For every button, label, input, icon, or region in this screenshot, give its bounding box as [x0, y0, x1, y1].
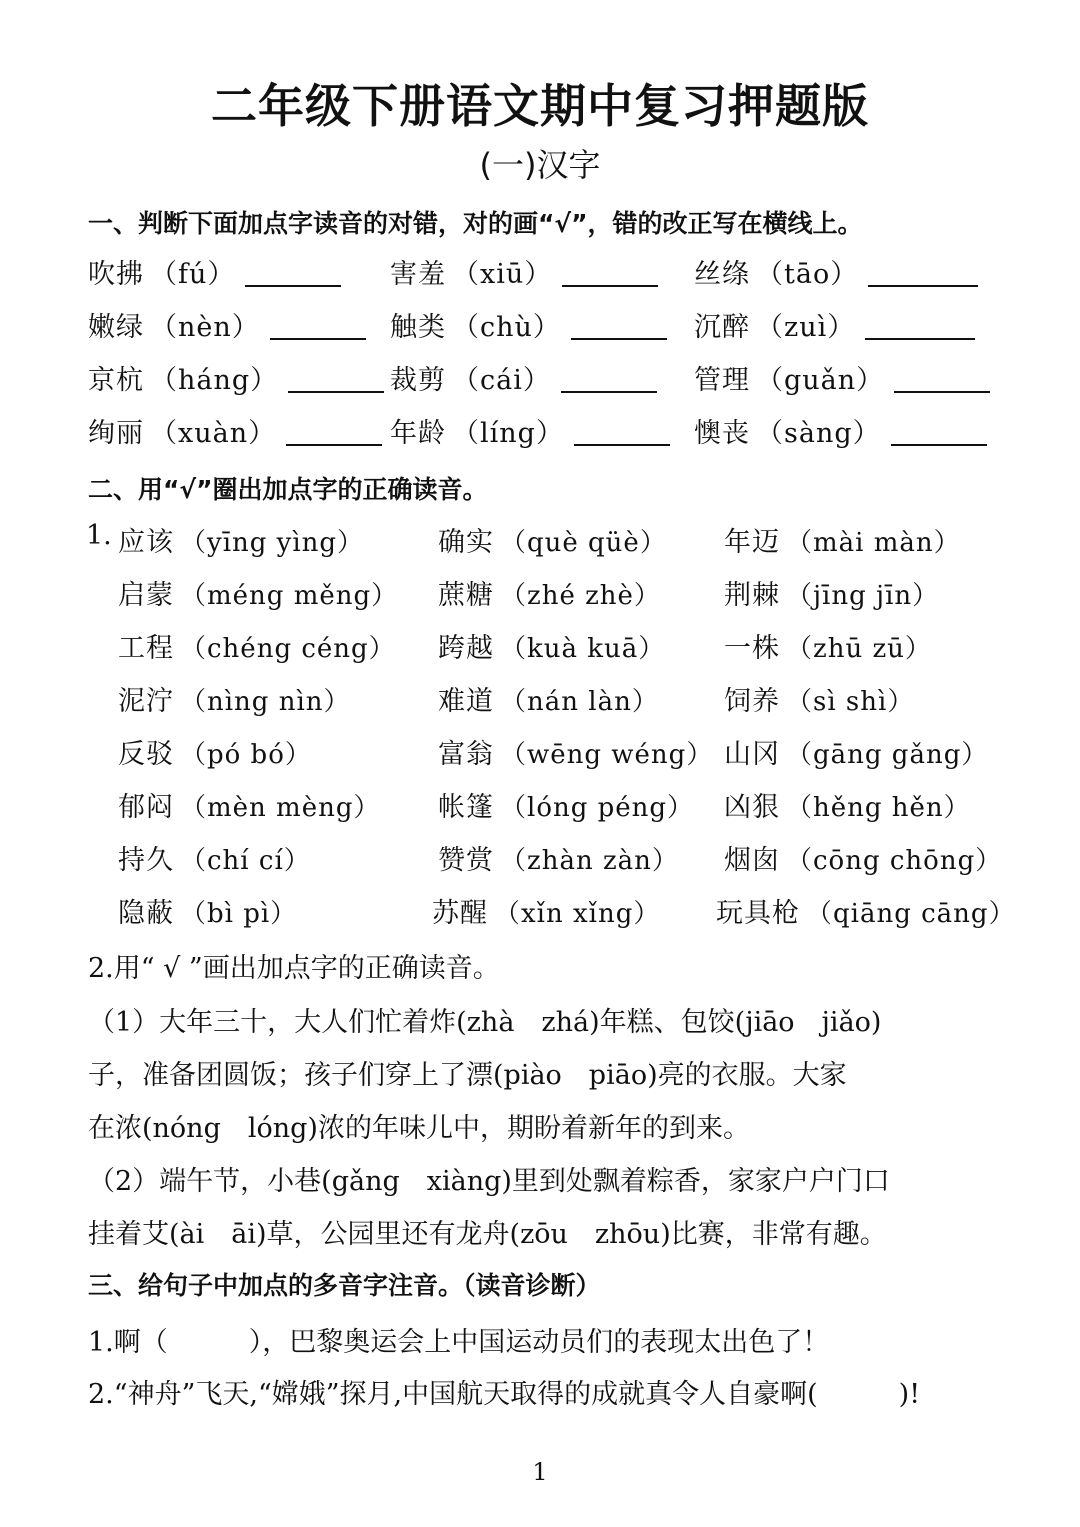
answer-blank[interactable]: [574, 414, 670, 446]
section2-item: [724, 732, 988, 771]
section2-item: [724, 785, 971, 824]
q2-line: 在浓(nóng lóng)浓的年味儿中，期盼着新年的到来。: [88, 1113, 750, 1144]
item-pinyin: （xuàn）: [150, 418, 277, 449]
item-word: 触类: [390, 312, 446, 343]
item-pinyin-options[interactable]: （zhū zū）: [786, 634, 932, 664]
page-subtitle: (一)汉字: [479, 146, 601, 184]
section3-question: 1.啊（ ），巴黎奥运会上中国运动员们的表现太出色了！: [88, 1327, 830, 1358]
answer-blank[interactable]: [894, 361, 990, 393]
answer-blank[interactable]: [286, 414, 382, 446]
item-word: 隐蔽: [118, 898, 174, 929]
item-pinyin: （háng）: [150, 365, 279, 396]
item-word: 应该: [118, 527, 174, 558]
q2-line: （2）端午节，小巷(gǎng xiàng)里到处飘着粽香，家家户户门口: [88, 1166, 890, 1197]
item-pinyin-options[interactable]: （chéng céng）: [180, 634, 396, 664]
section2-item: [438, 573, 661, 612]
item-pinyin-options[interactable]: （hěng hěn）: [786, 793, 971, 823]
item-pinyin-options[interactable]: （què qüè）: [500, 528, 667, 558]
section2-item: [724, 679, 914, 718]
item-word: 工程: [118, 633, 174, 664]
item-word: 跨越: [438, 633, 494, 664]
q2-line: 子，准备团圆饭；孩子们穿上了漂(piào piāo)亮的衣服。大家: [88, 1060, 847, 1091]
item-pinyin-options[interactable]: （méng měng）: [180, 581, 399, 611]
item-word: 年迈: [724, 527, 780, 558]
section2-item: [118, 573, 398, 612]
item-pinyin-options[interactable]: （mèn mèng）: [180, 793, 381, 823]
question-number: 1.: [86, 520, 112, 551]
page-title: 二年级下册语文期中复习押题版: [211, 79, 869, 133]
item-word: 一株: [724, 633, 780, 664]
item-pinyin: （tāo）: [756, 259, 859, 290]
section3-heading: 三、给句子中加点的多音字注音。（读音诊断）: [88, 1271, 601, 1300]
item-pinyin-options[interactable]: （sì shì）: [786, 687, 915, 717]
section2-item: [724, 520, 961, 559]
item-pinyin-options[interactable]: （pó bó）: [180, 740, 312, 770]
section2-item: [118, 520, 364, 559]
item-pinyin: （guǎn）: [756, 365, 885, 396]
item-pinyin-options[interactable]: （qiāng cāng）: [806, 899, 1016, 929]
item-pinyin-options[interactable]: （nìng nìn）: [180, 687, 351, 717]
item-word: 烟囱: [724, 845, 780, 876]
item-word: 京杭: [88, 365, 144, 396]
item-pinyin: （cái）: [452, 365, 551, 396]
answer-blank[interactable]: [891, 414, 987, 446]
section1-heading: 一、判断下面加点字读音的对错，对的画“√”，错的改正写在横线上。: [88, 209, 863, 238]
item-word: 帐篷: [438, 792, 494, 823]
item-word: 年龄: [390, 418, 446, 449]
answer-blank[interactable]: [562, 255, 658, 287]
section2-item: [118, 785, 380, 824]
answer-blank[interactable]: [270, 308, 366, 340]
section2-q2-heading: 2.用“ √ ”画出加点字的正确读音。: [88, 953, 500, 984]
section2-item: [118, 679, 351, 718]
item-word: 反驳: [118, 739, 174, 770]
item-word: 凶狠: [724, 792, 780, 823]
item-pinyin-options[interactable]: （nán làn）: [500, 687, 659, 717]
item-word: 懊丧: [694, 418, 750, 449]
item-pinyin-options[interactable]: （wēng wéng）: [500, 740, 714, 770]
item-word: 泥泞: [118, 686, 174, 717]
item-word: 蔗糖: [438, 580, 494, 611]
section1-item: [390, 305, 667, 344]
item-pinyin-options[interactable]: （bì pì）: [180, 899, 298, 929]
item-pinyin-options[interactable]: （zhàn zàn）: [500, 846, 679, 876]
item-pinyin-options[interactable]: （chí cí）: [180, 846, 311, 876]
item-pinyin: （nèn）: [150, 312, 260, 343]
item-word: 确实: [438, 527, 494, 558]
item-word: 绚丽: [88, 418, 144, 449]
item-pinyin: （fú）: [150, 259, 236, 290]
section1-item: [694, 358, 990, 397]
section2-item: [438, 785, 694, 824]
item-pinyin-options[interactable]: （cōng chōng）: [786, 846, 1003, 876]
page-number: 1: [532, 1458, 548, 1486]
answer-blank[interactable]: [865, 308, 975, 340]
item-word: 郁闷: [118, 792, 174, 823]
item-pinyin-options[interactable]: （kuà kuā）: [500, 634, 666, 664]
item-pinyin: （líng）: [452, 418, 564, 449]
section1-item: [694, 305, 975, 344]
item-pinyin-options[interactable]: （mài màn）: [786, 528, 961, 558]
item-pinyin: （chù）: [452, 312, 561, 343]
item-word: 饲养: [724, 686, 780, 717]
section2-item: [724, 626, 932, 665]
item-word: 赞赏: [438, 845, 494, 876]
item-pinyin-options[interactable]: （xǐn xǐng）: [494, 899, 661, 929]
section2-item: [724, 838, 1002, 877]
section2-item: [724, 573, 939, 612]
section2-item: [438, 520, 667, 559]
section1-item: [694, 411, 987, 450]
section1-item: [390, 252, 658, 291]
answer-blank[interactable]: [561, 361, 657, 393]
item-word: 害羞: [390, 259, 446, 290]
item-word: 嫩绿: [88, 312, 144, 343]
item-word: 荆棘: [724, 580, 780, 611]
answer-blank[interactable]: [571, 308, 667, 340]
section2-item: [118, 838, 311, 877]
item-word: 管理: [694, 365, 750, 396]
answer-blank[interactable]: [288, 361, 384, 393]
section2-item: [438, 626, 665, 665]
item-pinyin: （xiū）: [452, 259, 553, 290]
item-pinyin-options[interactable]: （jīng jīn）: [786, 581, 940, 611]
item-word: 山冈: [724, 739, 780, 770]
item-pinyin-options[interactable]: （yīng yìng）: [180, 528, 365, 558]
item-word: 难道: [438, 686, 494, 717]
section3-question: 2.“神舟”飞天,“嫦娥”探月,中国航天取得的成就真令人自豪啊( )!: [88, 1379, 921, 1410]
section2-item: [716, 891, 1016, 930]
q2-line: （1）大年三十，大人们忙着炸(zhà zhá)年糕、包饺(jiāo jiǎo): [88, 1007, 882, 1038]
section1-item: [88, 358, 384, 397]
item-word: 裁剪: [390, 365, 446, 396]
item-pinyin-options[interactable]: （lóng péng）: [500, 793, 695, 823]
item-word: 启蒙: [118, 580, 174, 611]
item-word: 富翁: [438, 739, 494, 770]
section1-item: [390, 358, 657, 397]
item-pinyin: （zuì）: [756, 312, 856, 343]
section2-item: [438, 732, 713, 771]
item-word: 玩具枪: [716, 898, 800, 929]
section1-item: [390, 411, 670, 450]
section1-item: [88, 411, 382, 450]
item-pinyin-options[interactable]: （zhé zhè）: [500, 581, 661, 611]
section1-item: [694, 252, 978, 291]
section2-item: [118, 732, 312, 771]
answer-blank[interactable]: [868, 255, 978, 287]
item-word: 吹拂: [88, 259, 144, 290]
item-word: 沉醉: [694, 312, 750, 343]
item-pinyin-options[interactable]: （gāng gǎng）: [786, 740, 989, 770]
section2-item: [432, 891, 660, 930]
section2-item: [438, 838, 679, 877]
item-word: 丝绦: [694, 259, 750, 290]
section1-item: [88, 252, 341, 291]
section2-heading: 二、用“√”圈出加点字的正确读音。: [88, 475, 488, 504]
q2-line: 挂着艾(ài āi)草，公园里还有龙舟(zōu zhōu)比赛，非常有趣。: [88, 1219, 887, 1250]
section2-item: [438, 679, 659, 718]
section1-item: [88, 305, 366, 344]
answer-blank[interactable]: [245, 255, 341, 287]
item-word: 苏醒: [432, 898, 488, 929]
item-pinyin: （sàng）: [756, 418, 881, 449]
section2-item: [118, 626, 396, 665]
item-word: 持久: [118, 845, 174, 876]
section2-item: [118, 891, 297, 930]
